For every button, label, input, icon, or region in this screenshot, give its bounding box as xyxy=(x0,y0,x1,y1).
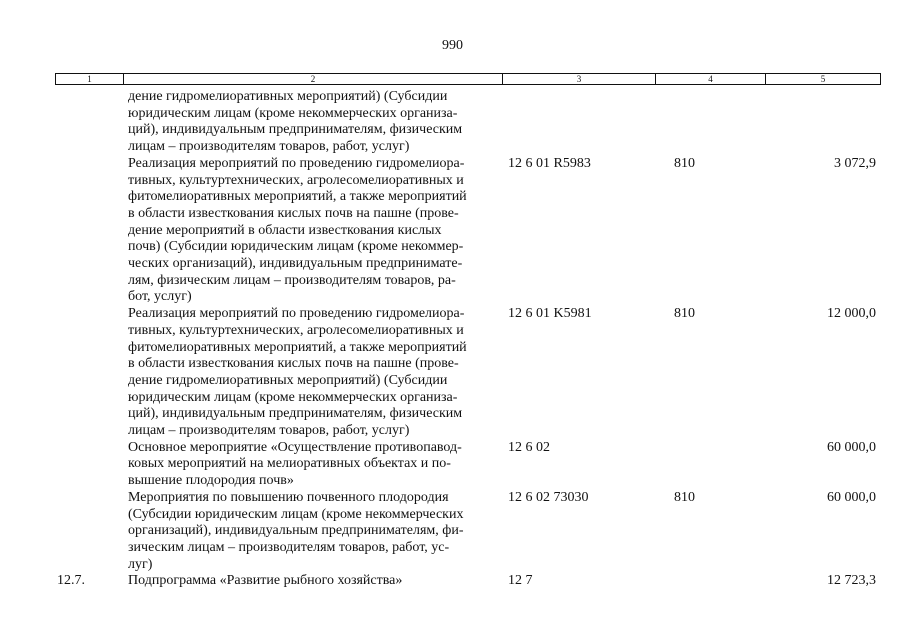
row-number: 12.7. xyxy=(57,573,85,589)
description-line: (Субсидии юридическим лицам (кроме некоммерческих xyxy=(128,506,464,522)
description-line: Мероприятия по повышению почвенного плодородия xyxy=(128,489,449,505)
column-header-3: 3 xyxy=(503,74,656,85)
description-line: лицам – производителям товаров, работ, услуг) xyxy=(128,139,410,155)
table-row xyxy=(0,156,905,306)
description-line: юридическим лицам (кроме некоммерческих организа- xyxy=(128,105,458,121)
column-header-2: 2 xyxy=(124,74,503,85)
description-line: лицам – производителям товаров, работ, услуг) xyxy=(128,423,410,439)
description-line: в области известкования кислых почв на пашне (прове- xyxy=(128,205,459,221)
row-amount: 3 072,9 xyxy=(834,155,876,171)
description-line: Реализация мероприятий по проведению гидромелиора- xyxy=(128,306,465,322)
description-line: тивных, культуртехнических, агролесомелиоративных и xyxy=(128,172,464,188)
description-line: в области известкования кислых почв на пашне (прове- xyxy=(128,356,459,372)
description-line: Основное мероприятие «Осуществление противопавод- xyxy=(128,439,462,455)
description-line: вышение плодородия почв» xyxy=(128,473,294,489)
row-code: 12 6 01 K5981 xyxy=(508,306,592,322)
description-line: лям, физическим лицам – производителям товаров, ра- xyxy=(128,272,456,288)
description-line: дение гидромелиоративных мероприятий) (Субсидии xyxy=(128,372,448,388)
row-amount: 12 000,0 xyxy=(827,306,876,322)
description-line: почв) (Субсидии юридическим лицам (кроме некоммер- xyxy=(128,239,464,255)
row-expense-type: 810 xyxy=(674,306,695,322)
description-line: дение мероприятий в области известкования кислых xyxy=(128,222,442,238)
description-line: фитомелиоративных мероприятий, а также мероприятий xyxy=(128,189,467,205)
row-description xyxy=(128,573,496,590)
column-header-1: 1 xyxy=(56,74,124,85)
row-description xyxy=(128,156,496,306)
row-description xyxy=(128,306,496,440)
column-header-5: 5 xyxy=(766,74,881,85)
row-code: 12 7 xyxy=(508,573,533,589)
table-row xyxy=(0,89,905,156)
table-body xyxy=(0,89,905,590)
column-header-row xyxy=(55,73,881,85)
description-line: юридическим лицам (кроме некоммерческих организа- xyxy=(128,389,458,405)
description-line: дение гидромелиоративных мероприятий) (Субсидии xyxy=(128,89,448,104)
column-header-4: 4 xyxy=(656,74,766,85)
description-line: бот, услуг) xyxy=(128,289,192,305)
row-code: 12 6 02 xyxy=(508,439,550,455)
row-description xyxy=(128,440,496,490)
table-row xyxy=(0,573,905,590)
row-expense-type: 810 xyxy=(674,489,695,505)
description-line: ций), индивидуальным предпринимателям, физическим xyxy=(128,122,463,138)
description-line: луг) xyxy=(128,556,153,572)
row-code: 12 6 01 R5983 xyxy=(508,155,591,171)
table-row xyxy=(0,306,905,440)
description-line: ций), индивидуальным предпринимателям, физическим xyxy=(128,406,463,422)
description-line: Реализация мероприятий по проведению гидромелиора- xyxy=(128,155,465,171)
row-expense-type: 810 xyxy=(674,155,695,171)
description-line: Подпрограмма «Развитие рыбного хозяйства» xyxy=(128,573,403,589)
description-line: организаций), индивидуальным предпринимателям, фи- xyxy=(128,523,464,539)
page-number: 990 xyxy=(442,38,463,53)
description-line: зическим лицам – производителям товаров, работ, ус- xyxy=(128,539,450,555)
table-row xyxy=(0,490,905,574)
row-amount: 60 000,0 xyxy=(827,439,876,455)
row-code: 12 6 02 73030 xyxy=(508,489,589,505)
description-line: фитомелиоративных мероприятий, а также мероприятий xyxy=(128,339,467,355)
row-amount: 12 723,3 xyxy=(827,573,876,589)
row-amount: 60 000,0 xyxy=(827,489,876,505)
description-line: ческих организаций), индивидуальным предпринимате- xyxy=(128,256,463,272)
row-description xyxy=(128,89,496,156)
row-description xyxy=(128,490,496,574)
table-row xyxy=(0,440,905,490)
description-line: ковых мероприятий на мелиоративных объектах и по- xyxy=(128,456,451,472)
description-line: тивных, культуртехнических, агролесомелиоративных и xyxy=(128,322,464,338)
